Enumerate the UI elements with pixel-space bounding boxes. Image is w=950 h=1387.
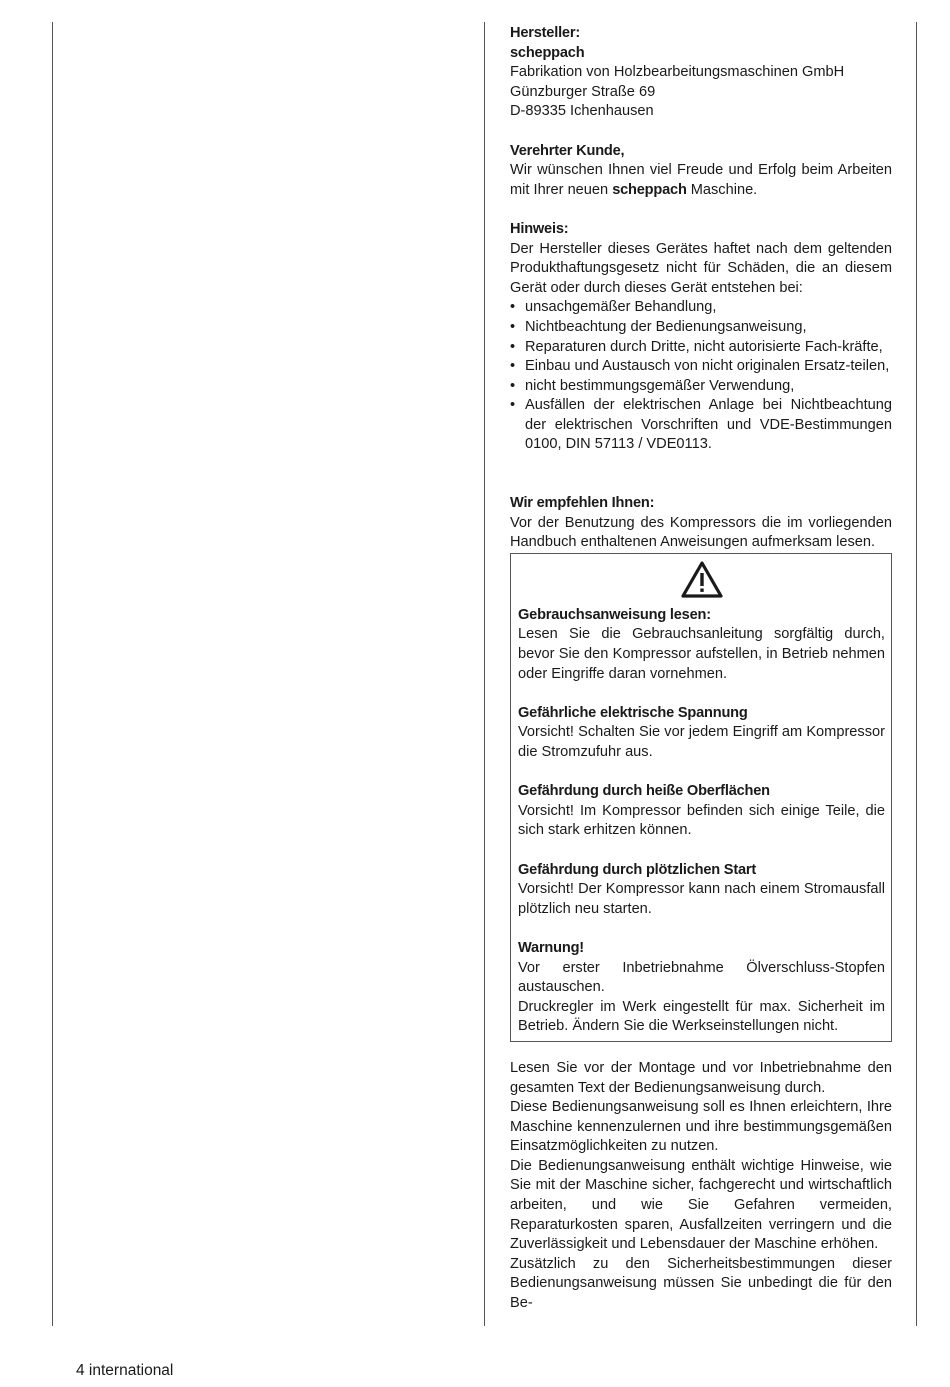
warning-triangle-icon <box>518 558 885 606</box>
recommend-heading: Wir empfehlen Ihnen: <box>510 495 655 512</box>
warning-heading-read-manual: Gebrauchsanweisung lesen: <box>518 606 711 623</box>
greeting-heading: Verehrter Kunde, <box>510 142 625 159</box>
manufacturer-line: Günzburger Straße 69 <box>510 83 656 100</box>
list-item: • Reparaturen durch Dritte, nicht autorisierte Fach-kräfte, <box>510 338 892 358</box>
liability-list <box>510 298 892 455</box>
greeting-text-end: Maschine. <box>686 181 758 198</box>
list-item: • unsachgemäßer Behandlung, <box>510 298 892 318</box>
greeting-brand: scheppach <box>612 181 687 198</box>
note-block <box>510 220 892 455</box>
warning-text-voltage: Vorsicht! Schalten Sie vor jedem Eingriff am Kompressor die Stromzufuhr aus. <box>518 724 885 760</box>
manufacturer-block <box>510 24 892 122</box>
list-item: • nicht bestimmungsgemäßer Verwendung, <box>510 377 892 397</box>
manufacturer-heading: Hersteller: <box>510 25 580 41</box>
greeting-block <box>510 142 892 201</box>
page-footer: 4 international <box>76 1362 174 1379</box>
list-item: • Ausfällen der elektrischen Anlage bei Nichtbeachtung der elektrischen Vorschriften und VDE-Bestimmungen 0100, DIN 57113 / VDE0113. <box>510 396 892 455</box>
column-divider-rule <box>484 22 485 1326</box>
warning-text-pressure-regulator: Druckregler im Werk eingestellt für max. Sicherheit im Betrieb. Ändern Sie die Werkseinstellungen nicht. <box>518 998 885 1035</box>
body-paragraph: Zusätzlich zu den Sicherheitsbestimmungen dieser Bedienungsanweisung müssen Sie unbedingt die für den Be- <box>510 1255 892 1312</box>
left-margin-rule <box>52 22 53 1326</box>
greeting-text: Wir wünschen Ihnen viel Freude und Erfolg beim Arbeiten mit Ihrer neuen <box>510 162 892 198</box>
note-intro: Der Hersteller dieses Gerätes haftet nach dem geltenden Produkthaftungsgesetz nicht für Schäden, die an diesem Gerät oder durch dieses Gerät entstehen bei: <box>510 240 892 296</box>
manufacturer-line: D-89335 Ichenhausen <box>510 103 654 120</box>
body-paragraph: Diese Bedienungsanweisung soll es Ihnen erleichtern, Ihre Maschine kennenzulernen und ihre bestimmungsgemäßen Einsatzmöglichkeiten zu nutzen. <box>510 1099 892 1155</box>
warning-heading-hot-surfaces: Gefährdung durch heiße Oberflächen <box>518 783 770 800</box>
list-item: • Einbau und Austausch von nicht originalen Ersatz-teilen, <box>510 357 892 377</box>
right-margin-rule <box>916 22 917 1326</box>
recommend-block <box>510 494 892 553</box>
warning-box <box>510 553 892 1042</box>
manufacturer-brand: scheppach <box>510 44 585 61</box>
manufacturer-line: Fabrikation von Holzbearbeitungsmaschinen GmbH <box>510 64 845 81</box>
text-column <box>510 24 892 1314</box>
warning-text-sudden-start: Vorsicht! Der Kompressor kann nach einem Stromausfall plötzlich neu starten. <box>518 881 885 917</box>
note-heading: Hinweis: <box>510 220 569 237</box>
warning-heading-sudden-start: Gefährdung durch plötzlichen Start <box>518 861 757 878</box>
warning-heading-warning: Warnung! <box>518 939 584 956</box>
warning-text-oil-plug: Vor erster Inbetriebnahme Ölverschluss-Stopfen austauschen. <box>518 959 885 996</box>
warning-heading-voltage: Gefährliche elektrische Spannung <box>518 704 748 721</box>
body-paragraph: Die Bedienungsanweisung enthält wichtige Hinweise, wie Sie mit der Maschine sicher, fachgerecht und wirtschaftlich arbeiten, und wie Sie Gefahren vermeiden, Reparaturkosten sparen, Ausfallzeiten verringern und die Zuverlässigkeit und Lebensdauer der Maschine erhöhen. <box>510 1157 892 1253</box>
body-text <box>510 1059 892 1314</box>
warning-text-hot-surfaces: Vorsicht! Im Kompressor befinden sich einige Teile, die sich stark erhitzen können. <box>518 802 885 839</box>
body-paragraph: Lesen Sie vor der Montage und vor Inbetriebnahme den gesamten Text der Bedienungsanweisung durch. <box>510 1059 892 1096</box>
recommend-text: Vor der Benutzung des Kompressors die im vorliegenden Handbuch enthaltenen Anweisungen aufmerksam lesen. <box>510 514 892 551</box>
list-item: • Nichtbeachtung der Bedienungsanweisung, <box>510 318 892 338</box>
warning-text-read-manual: Lesen Sie die Gebrauchsanleitung sorgfältig durch, bevor Sie den Kompressor aufstellen, in Betrieb nehmen oder Eingriffe daran vornehmen. <box>518 626 885 682</box>
